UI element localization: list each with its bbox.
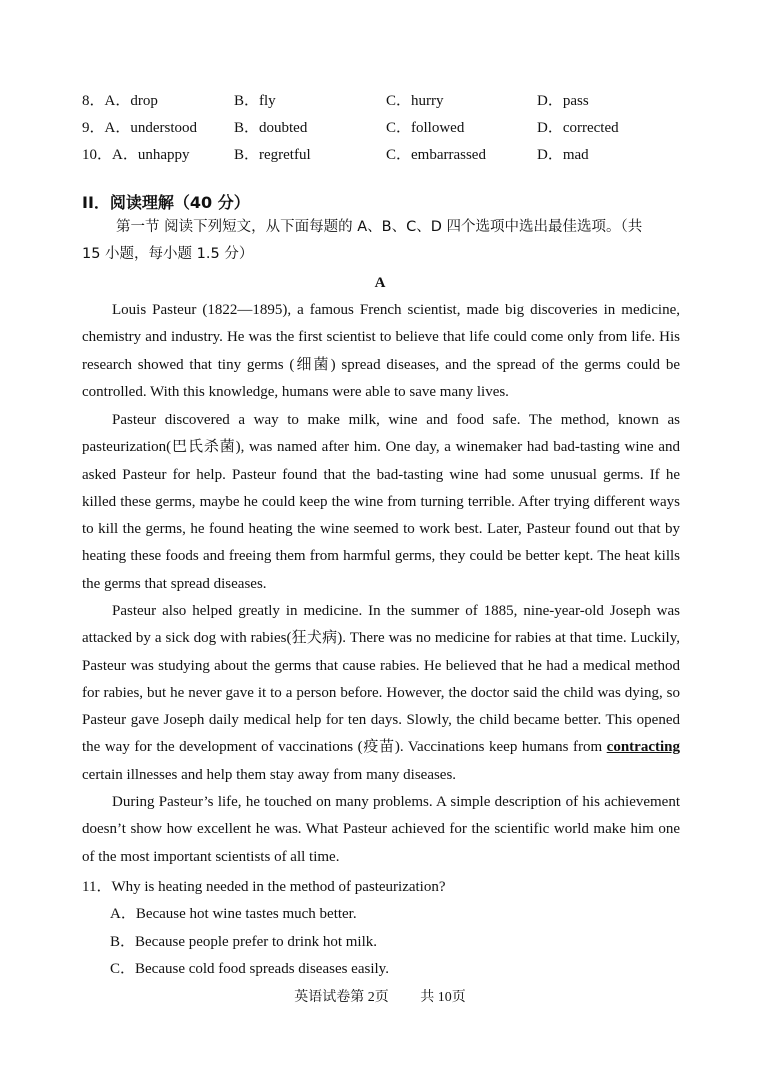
question-stem: 11．Why is heating needed in the method of pasteurization? xyxy=(82,879,446,895)
paragraph-text-end: certain illnesses and help them stay away from many diseases. xyxy=(82,766,457,783)
paragraph-text: During Pasteur’s life, he touched on many problems. A simple description of his achievement doesn’t show how excellent he was. What Pasteur achieved for the scientific world make him one of the most important scientists of all time. xyxy=(82,794,680,865)
answer-option-b: B．Because people prefer to drink hot milk. xyxy=(110,934,378,950)
page-footer xyxy=(0,986,760,1006)
instruction-line-2: 15 小题，每小题 1.5 分） xyxy=(82,246,254,262)
option-d: D．mad xyxy=(537,147,589,163)
option-b: B．fly xyxy=(234,93,276,109)
section-heading: II．阅读理解（40 分） xyxy=(82,193,250,212)
paragraph-text: Pasteur also helped greatly in medicine. In the summer of 1885, nine-year-old Joseph was attacked by a sick dog with rabies(狂犬病). There was no medicine for rabies at that time. Luckily, Pasteur was studying about the germs that cause rabies. He believed that he had a medical method for rabies, but he never gave it to a person before. However, the doctor said the child was dying, so Pasteur gave Joseph daily medical help for ten days. Slowly, the child became better. This opened the way for the development of vaccinations (疫苗). Vaccinations keep humans from xyxy=(82,603,680,756)
option-d: D．corrected xyxy=(537,120,619,136)
option-a: 8．A．drop xyxy=(82,93,158,109)
option-a: 10．A．unhappy xyxy=(82,147,190,163)
paragraph-text: Louis Pasteur (1822—1895), a famous French scientist, made big discoveries in medicine, chemistry and industry. He was the first scientist to believe that life could come only from life. His research showed that tiny germs (细菌) spread diseases, and the spread of the germs could be controlled. With this knowledge, humans were able to save many lives. xyxy=(82,302,680,400)
vocab-question-10 xyxy=(82,143,682,165)
option-c: C．followed xyxy=(386,120,465,136)
passage-paragraph-4 xyxy=(82,789,680,871)
option-c: C．hurry xyxy=(386,93,444,109)
passage-paragraph-2 xyxy=(82,407,680,598)
instruction-line-1: 第一节 阅读下列短文，从下面每题的 A、B、C、D 四个选项中选出最佳选项。（共 xyxy=(116,219,643,235)
footer-total-pages: 共 10页 xyxy=(420,990,466,1005)
option-a: 9．A．understood xyxy=(82,120,197,136)
answer-option-a: A．Because hot wine tastes much better. xyxy=(110,906,357,922)
passage-paragraph-1 xyxy=(82,297,680,406)
passage-paragraph-3 xyxy=(82,598,680,789)
answer-option-c: C．Because cold food spreads diseases easily. xyxy=(110,961,389,977)
paragraph-text: Pasteur discovered a way to make milk, wine and food safe. The method, known as pasteurization(巴氏杀菌), was named after him. One day, a winemaker had bad-tasting wine and asked Pasteur for help. Pasteur found that the bad-tasting wine had some unusual germs. If he killed these germs, maybe he could keep the wine from turning terrible. After trying different ways to kill the germs, he found heating the wine seemed to work best. Later, Pasteur found out that by heating these foods and freeing them from harmful germs, they could be better kept. The heat kills the germs that spread diseases. xyxy=(82,412,680,592)
option-b: B．regretful xyxy=(234,147,311,163)
underlined-word: contracting xyxy=(606,739,680,756)
footer-page-number: 英语试卷第 2页 xyxy=(294,990,389,1005)
option-d: D．pass xyxy=(537,93,589,109)
option-b: B．doubted xyxy=(234,120,308,136)
vocab-question-8 xyxy=(82,89,682,111)
option-c: C．embarrassed xyxy=(386,147,486,163)
passage-title: A xyxy=(374,275,386,291)
section-instructions xyxy=(82,214,680,268)
vocab-question-9 xyxy=(82,116,682,138)
